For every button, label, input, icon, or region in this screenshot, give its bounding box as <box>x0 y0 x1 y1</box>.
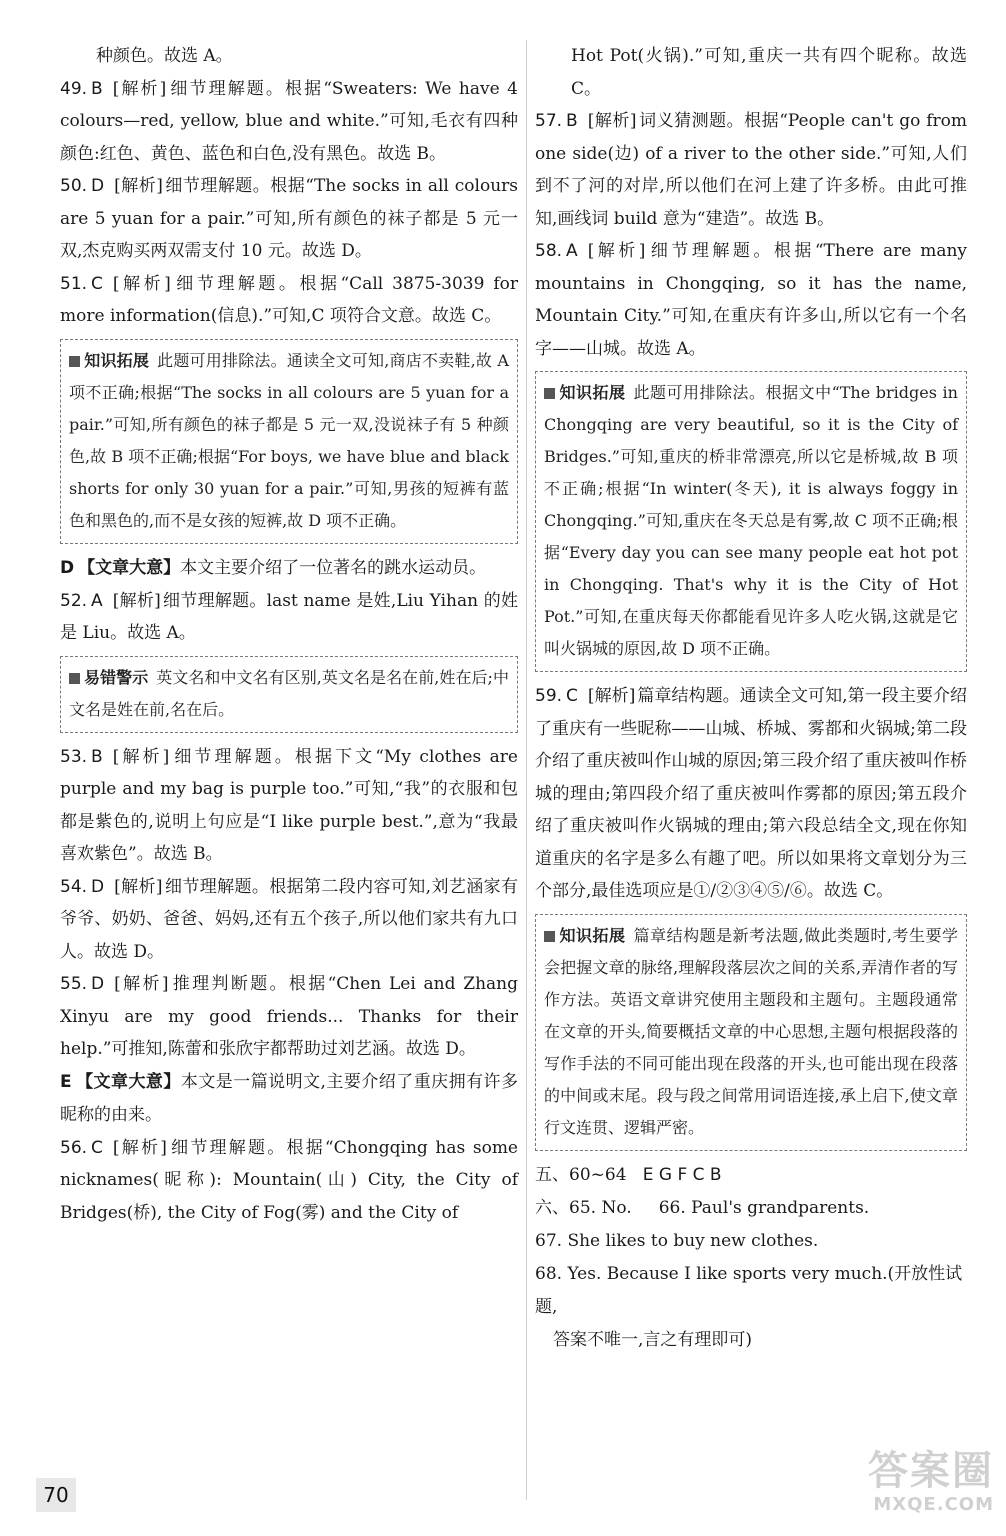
answer-letter: D <box>91 876 105 897</box>
box-title: 知识拓展 <box>84 350 150 370</box>
answer-letter: D <box>91 974 105 994</box>
section-5-answers <box>535 1159 967 1192</box>
question-number: 58. <box>535 241 563 261</box>
box-text: 此题可用排除法。根据文中“The bridges in Chongqing are very beautiful, so it is the City of Bridges.”可知,重庆的桥非常漂亮,所以它是桥城,故 B 项不正确;根据“In winter(冬天), it is always foggy in Chongqing.”可知,重庆在冬天总是有雾,故 C 项不正确;根据“Every day you can see many people eat hot pot in Chongqing. That's why it is the City of Hot Pot.”可知,在重庆每天你都能看见许多人吃火锅,这就是它叫火锅城的原因,故 D 项不正确。 <box>544 383 958 658</box>
question-number: 52. <box>60 590 88 611</box>
column-divider <box>526 40 527 1500</box>
section-title: 【文章大意】 <box>78 557 181 578</box>
question-number: 56. <box>60 1137 88 1158</box>
answer-57 <box>535 105 967 235</box>
analysis-tag: [解析] <box>114 176 163 196</box>
analysis-text: 篇章结构题。通读全文可知,第一段主要介绍了重庆有一些昵称——山城、桥城、雾都和火锅城;第二段介绍了重庆被叫作山城的原因;第三段介绍了重庆被叫作桥城的理由;第四段介绍了重庆被叫作雾都的原因;第五段介绍了重庆被叫作火锅城的理由;第六段总结全文,现在你知道重庆的名字是多么有趣了吧。所以如果将文章划分为三个部分,最佳选项应是①/②③④⑤/⑥。故选 C。 <box>535 686 968 901</box>
answer-58 <box>535 235 967 365</box>
section-letter: D <box>60 557 75 578</box>
note-icon <box>544 931 555 942</box>
note-icon <box>544 388 555 399</box>
page-number: 70 <box>36 1478 76 1512</box>
question-number: 59. <box>535 686 563 706</box>
analysis-text: 细节理解题。根据“There are many mountains in Chongqing, so it has the name, Mountain City.”可知,在重庆有许多山,所以它有一个名字——山城。故选 A。 <box>535 241 968 359</box>
analysis-tag: [解析] <box>114 974 169 994</box>
knowledge-box <box>60 339 518 544</box>
answer-letter: B <box>91 746 103 767</box>
question-number: 51. <box>60 273 88 294</box>
box-title: 知识拓展 <box>559 925 626 945</box>
section-title: 【文章大意】 <box>75 1071 181 1092</box>
answer-59 <box>535 680 967 908</box>
knowledge-box <box>535 371 967 672</box>
box-title: 知识拓展 <box>559 383 626 402</box>
analysis-text: 细节理解题。last name 是姓,Liu Yihan 的姓是 Liu。故选 A。 <box>60 590 519 643</box>
answer-56-continued: Hot Pot(火锅).”可知,重庆一共有四个昵称。故选 C。 <box>571 46 967 99</box>
warning-box <box>60 656 518 733</box>
answer-65: 六、65. No. <box>535 1197 632 1218</box>
question-number: 49. <box>60 78 88 99</box>
answer-letter: B <box>566 111 578 131</box>
box-text: 此题可用排除法。通读全文可知,商店不卖鞋,故 A 项不正确;根据“The socks in all colours are 5 yuan for a pair.”可知,所有颜色的袜子都是 5 元一双,没说袜子有 5 种颜色,故 B 项不正确;根据“For boys, we have blue and black shorts for only 30 yuan for a pair.”可知,男孩的短裤有蓝色和黑色的,而不是女孩的短裤,故 D 项不正确。 <box>69 350 509 530</box>
analysis-text: 词义猜测题。根据“People can't go from one side(边) of a river to the other side.”可知,人们到不了河的对岸,所以他们在河上建了许多桥。由此可推知,画线词 build 意为“建造”。故选 B。 <box>535 111 967 229</box>
answer-66: 66. Paul's grandparents. <box>658 1197 870 1218</box>
analysis-text: 细节理解题。根据第二段内容可知,刘艺涵家有爷爷、奶奶、爸爸、妈妈,还有五个孩子,所以他们家共有九口人。故选 D。 <box>60 876 519 962</box>
right-column <box>535 40 967 1357</box>
analysis-text: 细节理解题。根据下文“My clothes are purple and my bag is purple too.”可知,“我”的衣服和包都是紫色的,说明上句应是“I like purple best.”,意为“我最喜欢紫色”。故选 B。 <box>60 746 518 864</box>
answer-68: 68. Yes. Because I like sports very much.(开放性试题, <box>535 1263 963 1317</box>
analysis-tag: [解析] <box>587 241 646 261</box>
section-label: 五、60~64 <box>535 1164 627 1185</box>
box-text: 篇章结构题是新考法题,做此类题时,考生要学会把握文章的脉络,理解段落层次之间的关系,弄清作者的写作方法。英语文章讲究使用主题段和主题句。主题段通常在文章的开头,简要概括文章的中心思想,主题句根据段落的写作手法的不同可能出现在段落的开头,也可能出现在段落的中间或末尾。段与段之间常用词语连接,承上启下,使文章行文连贯、逻辑严密。 <box>544 925 958 1137</box>
answer-letter: A <box>566 241 578 261</box>
analysis-tag: [解析] <box>587 686 636 706</box>
note-icon <box>69 356 80 367</box>
answer-56 <box>60 1132 518 1230</box>
answer-sequence: E G F C B <box>642 1164 722 1185</box>
answer-49 <box>60 73 518 171</box>
section-letter: E <box>60 1071 72 1092</box>
answer-letter: C <box>566 686 578 706</box>
question-number: 54. <box>60 876 88 897</box>
analysis-tag: [解析] <box>112 590 161 611</box>
answer-letter: D <box>91 176 105 196</box>
answer-51 <box>60 268 518 333</box>
analysis-tag: [解析] <box>112 273 171 294</box>
answer-68-continued: 答案不唯一,言之有理即可) <box>553 1329 753 1350</box>
answer-letter: A <box>91 590 103 611</box>
analysis-tag: [解析] <box>587 111 637 131</box>
question-number: 55. <box>60 974 88 994</box>
answer-52 <box>60 585 518 650</box>
watermark-logo: 答案圈 MXQE.COM <box>868 1448 994 1515</box>
note-icon <box>69 673 80 684</box>
answer-53 <box>60 741 518 871</box>
section-e-summary <box>60 1066 518 1132</box>
answer-50 <box>60 170 518 268</box>
answer-55 <box>60 968 518 1066</box>
analysis-text: 细节理解题。根据“The socks in all colours are 5 yuan for a pair.”可知,所有颜色的袜子都是 5 元一双,杰克购买两双需支付 10 元。故选 D。 <box>60 176 518 261</box>
answer-67: 67. She likes to buy new clothes. <box>535 1230 819 1251</box>
section-d-summary <box>60 552 518 585</box>
section-6-answers <box>535 1192 967 1225</box>
section-text: 本文主要介绍了一位著名的跳水运动员。 <box>180 557 487 578</box>
analysis-text: 细节理解题。根据“Call 3875-3039 for more information(信息).”可知,C 项符合文意。故选 C。 <box>60 273 518 326</box>
analysis-tag: [解析] <box>112 1137 167 1158</box>
answer-54 <box>60 871 518 969</box>
answer-letter: C <box>91 1137 103 1158</box>
answer-letter: B <box>91 78 103 99</box>
analysis-tag: [解析] <box>114 876 163 897</box>
analysis-tag: [解析] <box>112 78 167 99</box>
knowledge-box <box>535 914 967 1151</box>
question-number: 53. <box>60 746 88 767</box>
analysis-text: 细节理解题。根据“Chongqing has some nicknames(昵称): Mountain(山) City, the City of Bridges(桥), the City of Fog(雾) and the City of <box>60 1137 518 1223</box>
analysis-text: 细节理解题。根据“Sweaters: We have 4 colours—red, yellow, blue and white.”可知,毛衣有四种颜色:红色、黄色、蓝色和白色,没有黑色。故选 B。 <box>60 78 518 164</box>
box-text: 英文名和中文名有区别,英文名是名在前,姓在后;中文名是姓在前,名在后。 <box>69 667 509 719</box>
box-title: 易错警示 <box>84 667 149 687</box>
answer-letter: C <box>91 273 103 294</box>
section-text: 本文是一篇说明文,主要介绍了重庆拥有许多昵称的由来。 <box>60 1071 519 1125</box>
question-number: 57. <box>535 111 563 131</box>
left-column <box>60 40 518 1229</box>
question-number: 50. <box>60 176 88 196</box>
analysis-tag: [解析] <box>112 746 170 767</box>
analysis-text: 推理判断题。根据“Chen Lei and Zhang Xinyu are my good friends... Thanks for their help.”可推知,陈蕾和张欣宇都帮助过刘艺涵。故选 D。 <box>60 974 518 1059</box>
intro-line: 种颜色。故选 A。 <box>96 46 233 66</box>
